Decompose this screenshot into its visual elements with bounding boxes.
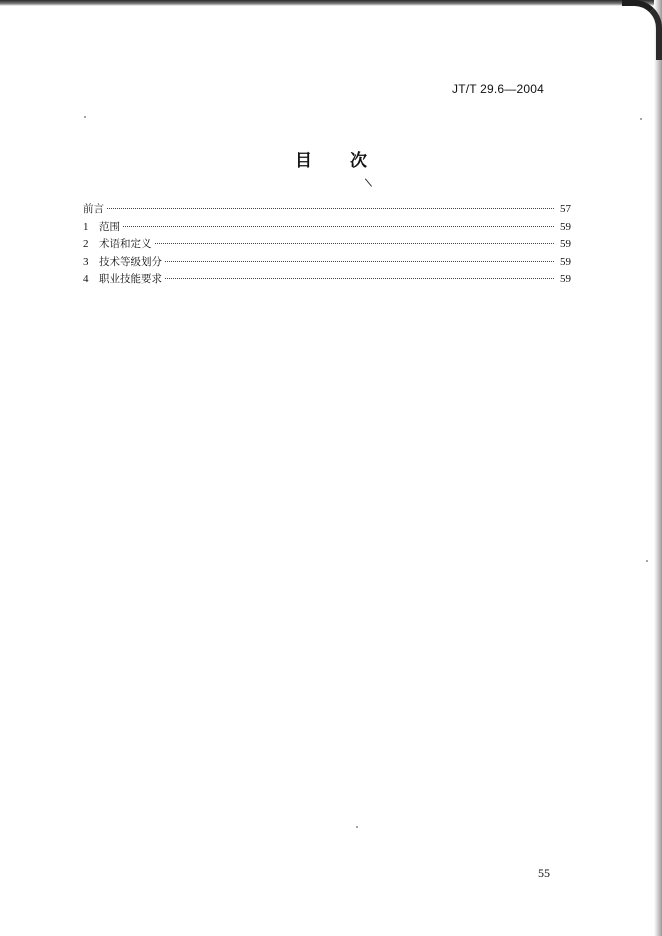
toc-entry-number: 4 (83, 273, 89, 285)
toc-entry-page: 59 (560, 255, 571, 268)
stray-pen-mark (365, 173, 378, 186)
scan-speck (640, 118, 642, 120)
toc-entry-label: 术语和定义 (99, 238, 152, 250)
toc-list (83, 201, 571, 289)
toc-entry-skills[interactable] (83, 271, 571, 289)
scan-speck (84, 116, 86, 118)
toc-entry-preface[interactable] (83, 201, 571, 219)
dot-leader (155, 243, 555, 244)
dot-leader (123, 226, 554, 227)
dot-leader (165, 278, 554, 279)
toc-entry-label: 范围 (99, 220, 120, 233)
toc-entry-scope[interactable] (83, 219, 571, 237)
dot-leader (107, 208, 554, 209)
toc-entry-label: 前言 (83, 203, 104, 215)
toc-title-char: 次 (350, 151, 367, 171)
toc-entry-page: 59 (560, 220, 571, 233)
scan-speck (356, 826, 358, 828)
toc-entry-number: 1 (83, 220, 89, 233)
toc-title-char: 目 (295, 151, 312, 171)
page-number: 55 (538, 866, 550, 880)
toc-entry-page: 59 (560, 238, 571, 250)
dot-leader (165, 261, 554, 262)
toc-entry-grades[interactable] (83, 254, 571, 272)
toc-entry-page: 59 (560, 273, 571, 285)
toc-entry-label: 职业技能要求 (99, 273, 162, 285)
standard-code: JT/T 29.6—2004 (452, 82, 544, 96)
scan-speck (646, 560, 648, 562)
toc-entry-number: 2 (83, 238, 89, 250)
toc-title (0, 146, 662, 171)
scan-edge-top (0, 0, 662, 6)
toc-entry-label: 技术等级划分 (99, 255, 162, 268)
toc-entry-terms[interactable] (83, 236, 571, 254)
toc-entry-number: 3 (83, 255, 89, 268)
scan-edge-right (654, 0, 662, 936)
toc-entry-page: 57 (560, 203, 571, 215)
